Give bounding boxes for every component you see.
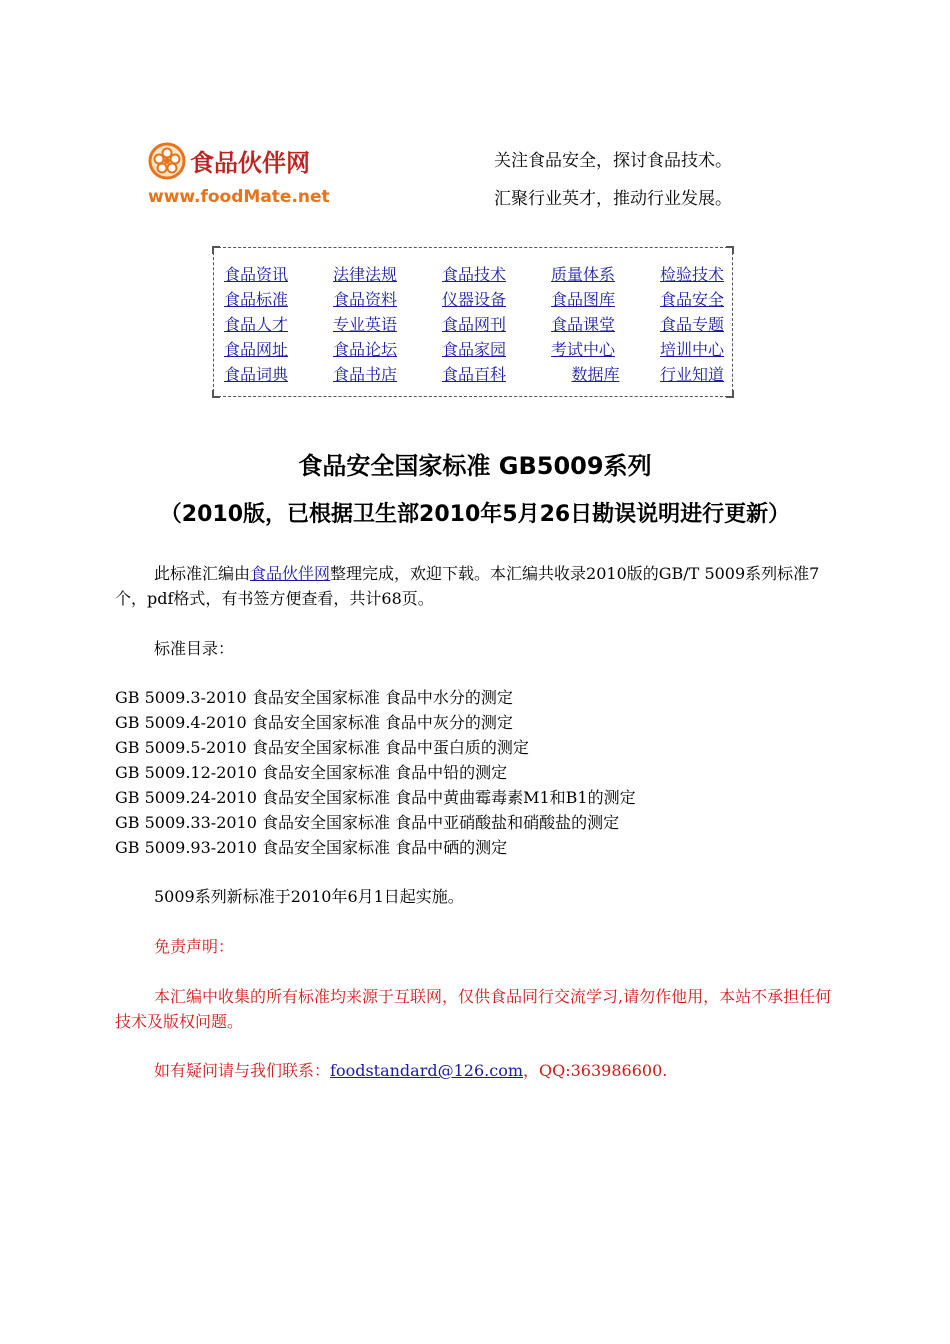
nav-link[interactable]: 专业英语 — [333, 315, 398, 334]
nav-box — [213, 247, 733, 397]
nav-link[interactable]: 食品人才 — [224, 315, 289, 334]
standard-list — [115, 685, 636, 860]
implementation-note: 5009系列新标准于2010年6月1日起实施。 — [154, 887, 464, 906]
nav-link[interactable]: 食品网址 — [224, 340, 289, 359]
corner-mark — [212, 246, 220, 254]
nav-link[interactable]: 数据库 — [571, 365, 620, 384]
disclaimer-heading: 免责声明： — [154, 937, 235, 956]
nav-link[interactable]: 行业知道 — [660, 365, 725, 384]
logo-url: www.foodMate.net — [148, 187, 330, 207]
site-logo[interactable] — [146, 140, 336, 210]
nav-link[interactable]: 食品图库 — [551, 290, 616, 309]
nav-link[interactable]: 食品书店 — [333, 365, 398, 384]
nav-link[interactable]: 质量体系 — [551, 265, 616, 284]
nav-link[interactable]: 食品技术 — [442, 265, 507, 284]
nav-link[interactable]: 考试中心 — [551, 340, 616, 359]
page-title: 食品安全国家标准 GB5009系列 — [298, 452, 652, 480]
email-link[interactable]: foodstandard@126.com — [330, 1061, 523, 1080]
disclaimer-body: 本汇编中收集的所有标准均来源于互联网，仅供食品同行交流学习,请勿作他用，本站不承担任何技术及版权问题。 — [115, 987, 832, 1031]
list-item: GB 5009.33-2010 食品安全国家标准 食品中亚硝酸盐和硝酸盐的测定 — [115, 813, 620, 832]
catalog-heading: 标准目录： — [154, 639, 235, 658]
corner-mark — [726, 246, 734, 254]
nav-link[interactable]: 食品词典 — [224, 365, 289, 384]
nav-link[interactable]: 检验技术 — [660, 265, 725, 284]
contact-prefix: 如有疑问请与我们联系： — [154, 1061, 331, 1080]
intro-text: 整理完成，欢迎下载。本汇编共收录2010版的GB/T 5009系列标准7个，pdf格式，有书签方便查看，共计68页。 — [115, 564, 820, 608]
flower-logo-icon — [150, 144, 184, 178]
nav-grid — [224, 262, 769, 387]
nav-link[interactable]: 食品网刊 — [442, 315, 507, 334]
nav-link[interactable]: 仪器设备 — [442, 290, 507, 309]
corner-mark — [212, 390, 220, 398]
page-subtitle: （2010版，已根据卫生部2010年5月26日勘误说明进行更新） — [159, 502, 791, 527]
nav-link[interactable]: 食品资料 — [333, 290, 398, 309]
nav-link[interactable]: 食品课堂 — [551, 315, 616, 334]
nav-link[interactable]: 食品安全 — [660, 290, 725, 309]
nav-link[interactable]: 法律法规 — [333, 265, 398, 284]
list-item: GB 5009.3-2010 食品安全国家标准 食品中水分的测定 — [115, 688, 513, 707]
foodmate-link[interactable]: 食品伙伴网 — [250, 564, 331, 583]
corner-mark — [726, 390, 734, 398]
nav-link[interactable]: 食品资讯 — [224, 265, 289, 284]
list-item: GB 5009.93-2010 食品安全国家标准 食品中硒的测定 — [115, 838, 508, 857]
list-item: GB 5009.5-2010 食品安全国家标准 食品中蛋白质的测定 — [115, 738, 529, 757]
list-item: GB 5009.4-2010 食品安全国家标准 食品中灰分的测定 — [115, 713, 513, 732]
slogan-line-2: 汇聚行业英才，推动行业发展。 — [494, 189, 732, 209]
intro-text: 此标准汇编由 — [154, 564, 251, 583]
slogan-line-1: 关注食品安全，探讨食品技术。 — [494, 151, 732, 171]
nav-link[interactable]: 食品家园 — [442, 340, 507, 359]
list-item: GB 5009.24-2010 食品安全国家标准 食品中黄曲霉毒素M1和B1的测定 — [115, 788, 636, 807]
intro-paragraph — [115, 561, 840, 611]
nav-link[interactable]: 食品论坛 — [333, 340, 398, 359]
nav-link[interactable]: 食品标准 — [224, 290, 289, 309]
nav-link[interactable]: 食品专题 — [660, 315, 725, 334]
contact-line — [154, 1058, 879, 1083]
list-item: GB 5009.12-2010 食品安全国家标准 食品中铅的测定 — [115, 763, 508, 782]
nav-link[interactable]: 食品百科 — [442, 365, 507, 384]
contact-suffix: ，QQ:363986600. — [523, 1061, 668, 1080]
nav-link[interactable]: 培训中心 — [660, 340, 725, 359]
logo-title: 食品伙伴网 — [190, 149, 310, 177]
